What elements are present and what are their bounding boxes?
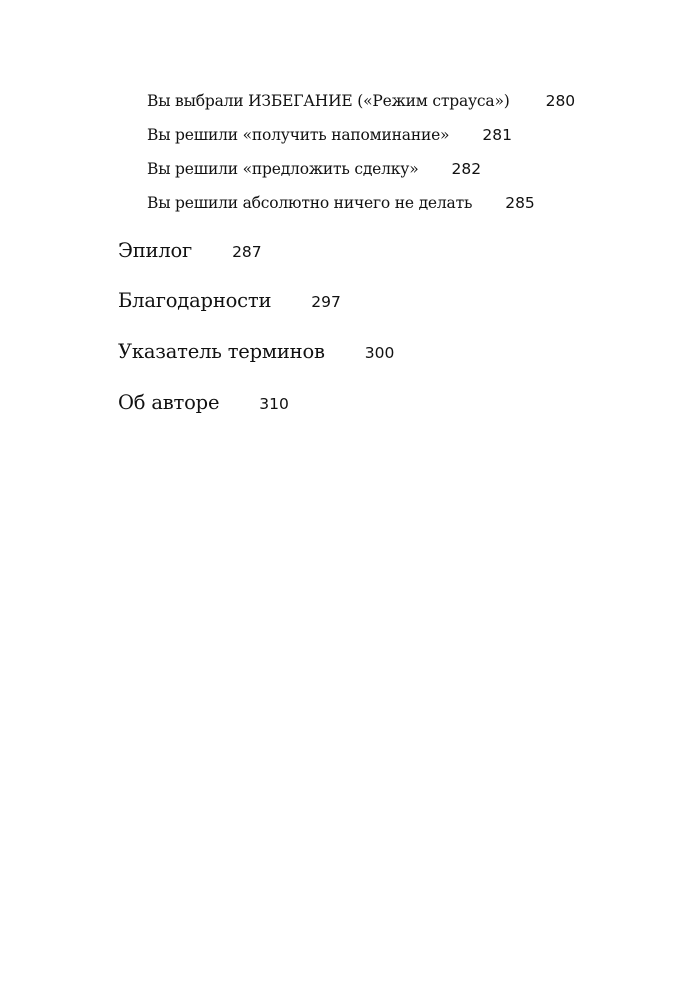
toc-entry-page-number: 287: [232, 243, 262, 261]
toc-entry-page-number: 297: [311, 293, 341, 311]
toc-entry-title: Эпилог: [118, 239, 193, 262]
toc-entry-title: Вы решили «предложить сделку»: [147, 160, 419, 178]
toc-subentry: [147, 92, 575, 110]
toc-entry-page-number: 280: [545, 92, 576, 110]
toc-subentry: [147, 126, 512, 144]
toc-entry-page-number: 281: [482, 126, 512, 144]
toc-entry-page-number: 300: [364, 344, 395, 362]
toc-chapter-about-author: [118, 391, 289, 414]
toc-entry-title: Вы решили «получить напоминание»: [147, 126, 450, 144]
toc-entry-title: Вы решили абсолютно ничего не делать: [147, 194, 473, 212]
toc-chapter-index: [118, 340, 394, 363]
toc-entry-page-number: 282: [451, 160, 482, 178]
toc-entry-title: Указатель терминов: [118, 340, 325, 363]
toc-chapter-acknowledgements: [118, 289, 341, 312]
toc-chapter-epilogue: [118, 239, 262, 262]
toc-entry-page-number: 310: [259, 395, 289, 413]
toc-entry-title: Благодарности: [118, 289, 272, 312]
toc-subentry: [147, 194, 535, 212]
toc-entry-title: Вы выбрали ИЗБЕГАНИЕ («Режим страуса»): [147, 92, 510, 110]
toc-entry-page-number: 285: [505, 194, 535, 212]
toc-subentry: [147, 160, 481, 178]
toc-entry-title: Об авторе: [118, 391, 220, 414]
